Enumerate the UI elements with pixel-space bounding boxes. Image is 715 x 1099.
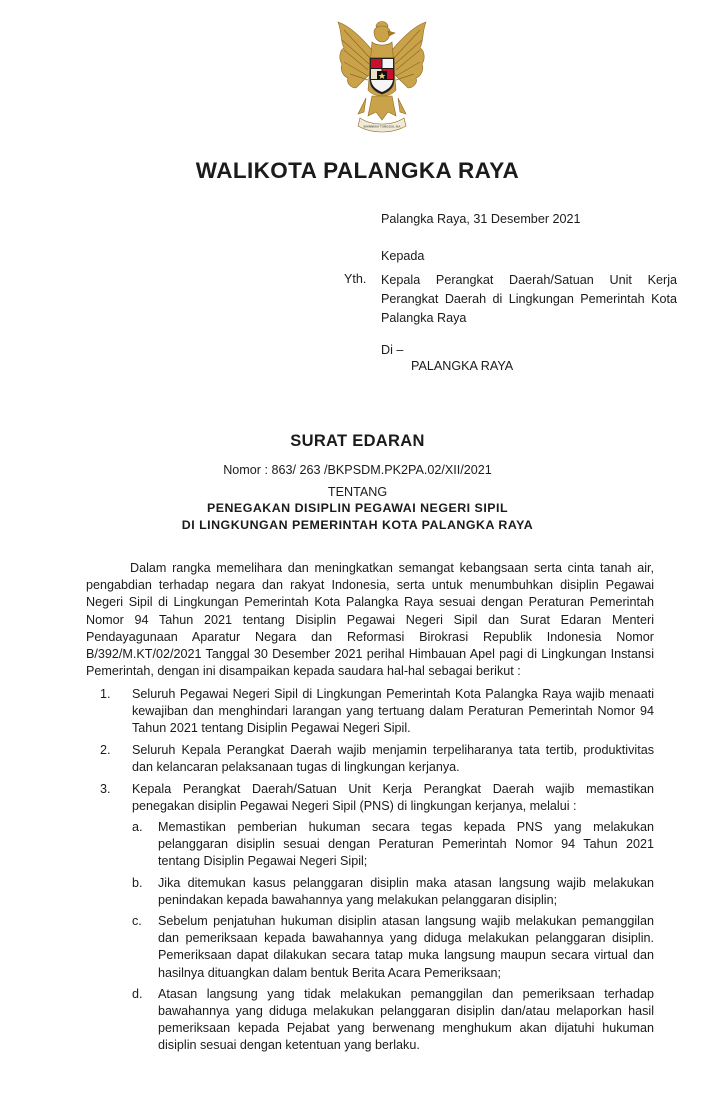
sub-list-letter: b. [132,875,143,890]
emblem-motto: BHINNEKA TUNGGAL IKA [363,124,401,129]
sub-list-item [132,875,654,909]
sub-list-letter: d. [132,986,143,1001]
list-item-text: Seluruh Kepala Perangkat Daerah wajib menjamin terpeliharanya tata tertib, produktivitas dan kelancaran pelaksanaan tugas di lingkungan kerjanya. [132,743,654,774]
intro-paragraph [86,560,654,680]
place-date: Palangka Raya, 31 Desember 2021 [381,212,581,226]
list-item [100,781,654,1055]
list-item-number: 2. [100,743,111,757]
destination-city: PALANGKA RAYA [411,359,514,373]
intro-text: Dalam rangka memelihara dan meningkatkan semangat kebangsaan serta cinta tanah air, pengabdian terhadap negara dan rakyat Indonesia, serta untuk menumbuhkan disiplin Pegawai Negeri Sipil di Lingkungan Pemerintah Kota Palangka Raya sesuai dengan Peraturan Pemerintah Nomor 94 Tahun 2021 tentang Disiplin Pegawai Negeri Sipil dan Surat Edaran Menteri Pendayagunaan Aparatur Negara dan Reformasi Birokrasi Republik Indonesia Nomor B/392/M.KT/02/2021 Tanggal 30 Desember 2021 perihal Himbauan Apel pagi di Lingkungan Instansi Pemerintah, dengan ini disampaikan kepada saudara hal-hal sebagai berikut : [86,561,654,679]
subject-line-1: PENEGAKAN DISIPLIN PEGAWAI NEGERI SIPIL [206,501,509,515]
list-item-body [132,781,654,1055]
list-item-text: Seluruh Pegawai Negeri Sipil di Lingkungan Pemerintah Kota Palangka Raya wajib menaati kewajiban dan menghindari larangan yang tertuang dalam Peraturan Pemerintah Nomor 94 Tahun 2021 tentang Disiplin Pegawai Negeri Sipil. [132,687,654,735]
sub-list-letter: a. [132,820,143,834]
sub-list-item [132,986,654,1055]
sub-list-text: Memastikan pemberian hukuman secara tegas kepada PNS yang melakukan pelanggaran disiplin sesuai dengan Peraturan Pemerintah Nomor 94 Tahun 2021 tentang Disiplin Pegawai Negeri Sipil; [158,820,654,869]
list-item-number: 1. [100,687,111,701]
sub-list-item [132,819,654,871]
sub-list-text: Atasan langsung yang tidak melakukan pemanggilan dan pemeriksaan terhadap bawahannya yang diduga melakukan pelanggaran disiplin dan/atau melaporkan hasil pemeriksaan kepada Pejabat yang berwenang menghukum akan dijatuhi hukuman disiplin sesuai dengan ketentuan yang berlaku. [158,986,654,1053]
surat-edaran-heading: SURAT EDARAN [290,432,425,450]
document-title: WALIKOTA PALANGKA RAYA [195,158,520,183]
sub-list-item [132,913,654,982]
list-item [100,742,654,776]
sub-list [132,819,654,1055]
di-label: Di – [381,343,404,357]
list-item-text: Kepala Perangkat Daerah/Satuan Unit Kerja Perangkat Daerah wajib memastikan penegakan disiplin Pegawai Negeri Sipil (PNS) di lingkungan kerjanya, melalui : [132,782,654,813]
sub-list-text: Sebelum penjatuhan hukuman disiplin atasan langsung wajib melakukan pemanggilan dan pemeriksaan kepada bawahannya yang diduga melakukan pelanggaran disiplin. Pemeriksaan dapat dilakukan secara tatap muka langsung maupun secara virtual dan hasilnya dituangkan dalam bentuk Berita Acara Pemeriksaan; [158,914,654,980]
list-item [100,686,654,737]
nomor-line: Nomor : 863/ 263 /BKPSDM.PK2PA.02/XII/2021 [223,463,492,477]
yth-label: Yth. [344,272,367,286]
instruction-list [100,686,654,1060]
subject-line-2: DI LINGKUNGAN PEMERINTAH KOTA PALANGKA RAYA [181,518,534,532]
kepada-label: Kepada [381,249,425,263]
recipient-text: Kepala Perangkat Daerah/Satuan Unit Kerja Perangkat Daerah di Lingkungan Pemerintah Kota Palangka Raya [381,273,677,325]
sub-list-letter: c. [132,914,142,929]
sub-list-text: Jika ditemukan kasus pelanggaran disiplin maka atasan langsung wajib melakukan penindakan kepada bawahannya yang melakukan pelanggaran disiplin; [158,875,654,907]
tentang-label: TENTANG [327,485,388,499]
garuda-pancasila-emblem-icon [332,18,432,136]
list-item-number: 3. [100,782,111,796]
